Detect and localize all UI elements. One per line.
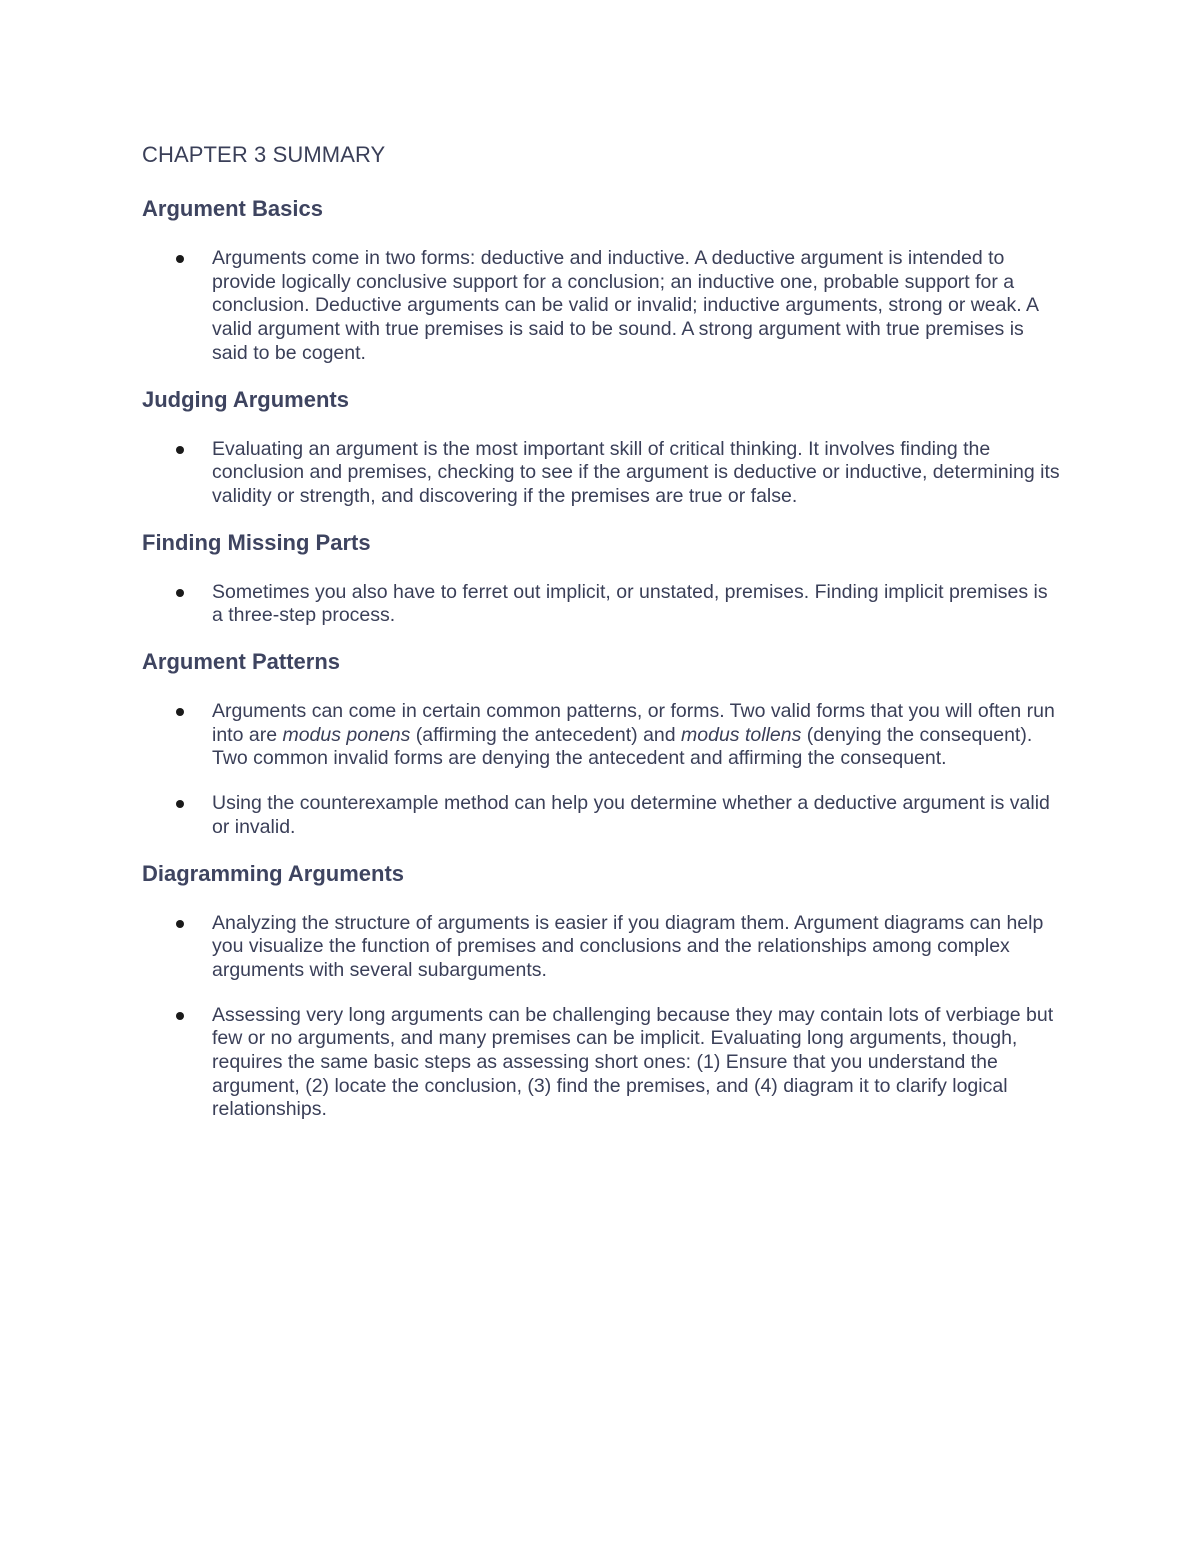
bullet-text: Using the counterexample method can help you determine whether a deductive argument is valid or invalid. [212,792,1050,838]
bullet-list [142,912,1062,1123]
list-item [142,1004,1062,1123]
term-modus-tollens: modus tollens [681,723,802,746]
section-heading-argument-patterns: Argument Patterns [142,649,341,675]
bullet-list [142,247,1062,366]
bullet-icon [176,920,184,928]
list-item [142,912,1062,983]
bullet-list [142,581,1062,628]
section-heading-argument-basics: Argument Basics [142,196,323,221]
bullet-icon [176,589,184,597]
bullet-text: Analyzing the structure of arguments is easier if you diagram them. Argument diagrams can help you visualize the function of premises and conclusions and the relationships among complex arguments with several subarguments. [212,911,1044,981]
list-item [142,438,1062,509]
bullet-text: Evaluating an argument is the most important skill of critical thinking. It involves finding the conclusion and premises, checking to see if the argument is deductive or inductive, determining its validity or strength, and discovering if the premises are true or false. [212,437,1060,507]
list-item [142,581,1062,628]
bullet-icon [176,1012,184,1020]
bullet-text-part: (denying the consequent). Two common invalid forms are denying the antecedent and affirming the consequent. [212,723,1033,770]
bullet-text: Arguments come in two forms: deductive and inductive. A deductive argument is intended to provide logically conclusive support for a conclusion; an inductive one, probable support for a conclusion. Deductive arguments can be valid or invalid; inductive arguments, strong or weak. A valid argument with true premises is said to be sound. A strong argument with true premises is said to be cogent. [212,247,1038,364]
bullet-text-part: (affirming the antecedent) and [410,723,682,746]
bullet-text [212,700,1055,769]
term-modus-ponens: modus ponens [282,723,411,746]
bullet-icon [176,800,184,808]
bullet-icon [176,446,184,454]
list-item [142,700,1062,771]
bullet-text-part: Arguments can come in certain common patterns, or forms. Two valid forms that you will often run into are [212,700,1055,746]
section-heading-diagramming-arguments: Diagramming Arguments [142,860,405,886]
bullet-text: Sometimes you also have to ferret out implicit, or unstated, premises. Finding implicit premises is a three-step process. [212,580,1048,627]
bullet-icon [176,255,184,263]
bullet-list [142,438,1062,509]
document-title: CHAPTER 3 SUMMARY [142,142,386,167]
section-heading-finding-missing-parts: Finding Missing Parts [142,529,371,555]
list-item [142,792,1062,839]
bullet-list [142,700,1062,840]
list-item [142,247,1062,366]
bullet-icon [176,708,184,716]
document-page [142,141,1062,1142]
bullet-text: Assessing very long arguments can be challenging because they may contain lots of verbiage but few or no arguments, and many premises can be implicit. Evaluating long arguments, though, requires the same basic steps as assessing short ones: (1) Ensure that you understand the argument, (2) locate the conclusion, (3) find the premises, and (4) diagram it to clarify logical relationships. [212,1003,1054,1121]
section-heading-judging-arguments: Judging Arguments [142,386,349,412]
